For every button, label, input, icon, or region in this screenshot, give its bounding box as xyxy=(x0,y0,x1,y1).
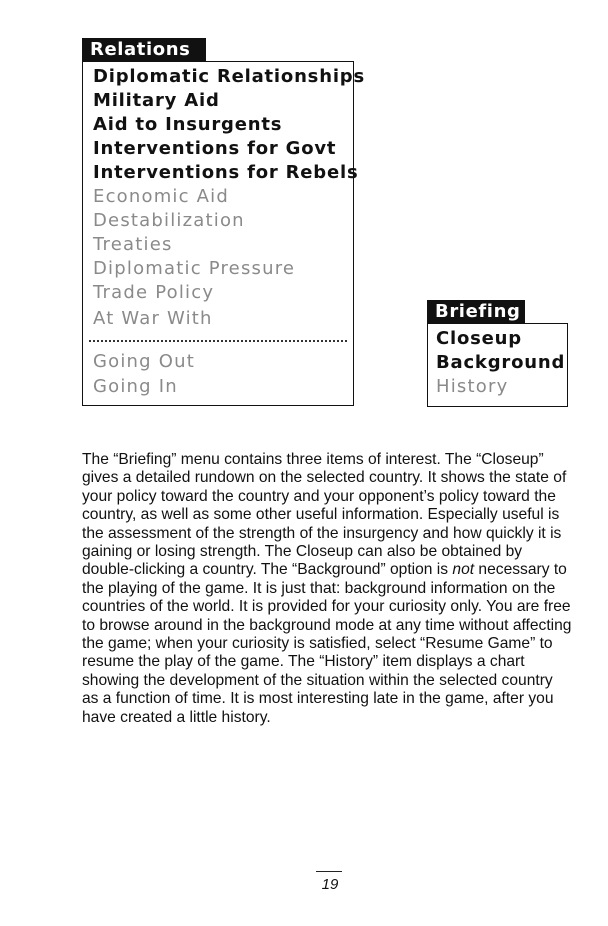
menu-item-interventions-for-rebels[interactable]: Interventions for Rebels xyxy=(93,162,359,183)
page-number: 19 xyxy=(321,876,339,893)
menu-item-closeup[interactable]: Closeup xyxy=(436,328,522,349)
briefing-menu xyxy=(427,323,568,407)
menu-item-trade-policy: Trade Policy xyxy=(93,282,215,303)
menu-item-going-out: Going Out xyxy=(93,351,195,372)
relations-menu-title[interactable]: Relations xyxy=(82,38,206,62)
menu-item-going-in: Going In xyxy=(93,376,178,397)
menu-item-interventions-for-govt[interactable]: Interventions for Govt xyxy=(93,138,337,159)
menu-item-destabilization: Destabilization xyxy=(93,210,245,231)
menu-item-aid-to-insurgents[interactable]: Aid to Insurgents xyxy=(93,114,283,135)
menu-divider xyxy=(89,340,347,342)
body-text-emphasis: not xyxy=(452,561,475,579)
body-paragraph xyxy=(82,451,572,727)
briefing-menu-title[interactable]: Briefing xyxy=(427,300,525,324)
menu-item-diplomatic-pressure: Diplomatic Pressure xyxy=(93,258,296,279)
menu-item-treaties: Treaties xyxy=(93,234,173,255)
menu-item-economic-aid: Economic Aid xyxy=(93,186,229,207)
menu-item-diplomatic-relationships[interactable]: Diplomatic Relationships xyxy=(93,66,365,87)
body-text-part1: The “Briefing” menu contains three items of interest. The “Closeup” gives a detailed rundown on the selected country. It shows the state of your policy toward the country and your opponent’s policy toward the country, as well as some other useful information. Especially useful is the assessment of the strength of the insurgency and how quickly it is gaining or losing strength. The Closeup can also be obtained by double-clicking a country. The “Background” option is xyxy=(82,451,567,579)
menu-item-military-aid[interactable]: Military Aid xyxy=(93,90,220,111)
menu-item-background[interactable]: Background xyxy=(436,352,566,373)
relations-menu xyxy=(82,61,365,406)
menu-item-history: History xyxy=(436,376,509,397)
page-number-rule xyxy=(316,871,342,872)
body-text-part2: necessary to the playing of the game. It is just that: background information on the countries of the world. It is provided for your curiosity only. You are free to browse around in the background mode at any time without affecting the game; when your curiosity is satisfied, select “Resume Game” to resume the play of the game. The “History” item displays a chart showing the development of the situation within the selected country as a function of time. It is most interesting late in the game, after you have created a little history. xyxy=(82,561,572,726)
menu-item-at-war-with: At War With xyxy=(93,308,213,329)
